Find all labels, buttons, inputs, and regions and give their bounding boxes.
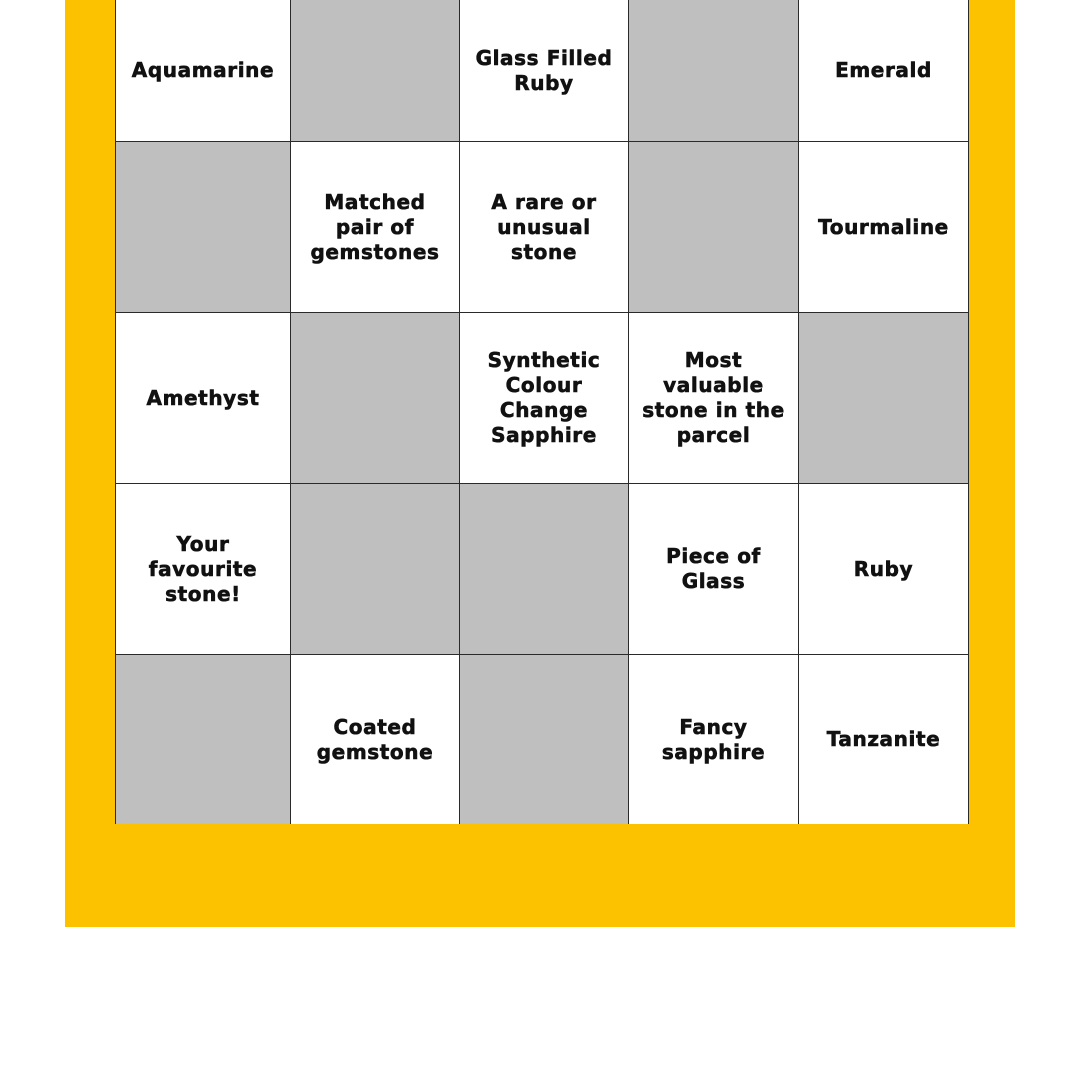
- bingo-cell[interactable]: [799, 654, 969, 824]
- bingo-cell-label: Your favourite stone!: [148, 531, 258, 606]
- bingo-cell-blank[interactable]: [799, 312, 969, 483]
- bingo-cell[interactable]: [799, 0, 969, 141]
- bingo-cell-label: Glass Filled Ruby: [475, 45, 613, 95]
- bingo-cell-blank[interactable]: [116, 141, 291, 312]
- bingo-cell-label: Synthetic Colour Change Sapphire: [487, 348, 601, 447]
- bingo-cell[interactable]: [291, 141, 460, 312]
- bingo-cell[interactable]: [291, 654, 460, 824]
- bingo-cell-blank[interactable]: [291, 0, 460, 141]
- bingo-cell-label: Matched pair of gemstones: [310, 189, 440, 264]
- bingo-cell[interactable]: [116, 0, 291, 141]
- bingo-cell-label: A rare or unusual stone: [491, 189, 597, 264]
- bingo-cell-blank[interactable]: [629, 141, 799, 312]
- bingo-cell-blank[interactable]: [460, 654, 629, 824]
- bingo-cell[interactable]: [629, 312, 799, 483]
- bingo-cell-label: Fancy sapphire: [661, 714, 766, 764]
- bingo-cell-blank[interactable]: [291, 312, 460, 483]
- bingo-cell[interactable]: [460, 312, 629, 483]
- bingo-cell-label: Piece of Glass: [666, 544, 761, 593]
- bingo-cell[interactable]: [116, 483, 291, 654]
- bingo-cell[interactable]: [799, 483, 969, 654]
- bingo-cell-blank[interactable]: [629, 0, 799, 141]
- bingo-cell-label: Amethyst: [146, 385, 260, 410]
- bingo-cell[interactable]: [116, 312, 291, 483]
- bingo-cell[interactable]: [460, 0, 629, 141]
- bingo-cell-label: Aquamarine: [131, 58, 275, 82]
- bingo-cell-label: Tanzanite: [826, 727, 941, 751]
- bingo-cell-blank[interactable]: [116, 654, 291, 824]
- bingo-cell-blank[interactable]: [291, 483, 460, 654]
- bingo-cell[interactable]: [460, 141, 629, 312]
- bingo-cell-label: Coated gemstone: [316, 714, 434, 764]
- bingo-cell[interactable]: [799, 141, 969, 312]
- bingo-board: [115, 0, 968, 824]
- bingo-cell[interactable]: [629, 654, 799, 824]
- bingo-cell-blank[interactable]: [460, 483, 629, 654]
- bingo-cell-label: Tourmaline: [818, 214, 949, 239]
- bingo-cell-label: Emerald: [835, 58, 932, 82]
- bingo-cell[interactable]: [629, 483, 799, 654]
- bingo-cell-label: Most valuable stone in the parcel: [642, 348, 785, 447]
- bingo-cell-label: Ruby: [853, 556, 914, 581]
